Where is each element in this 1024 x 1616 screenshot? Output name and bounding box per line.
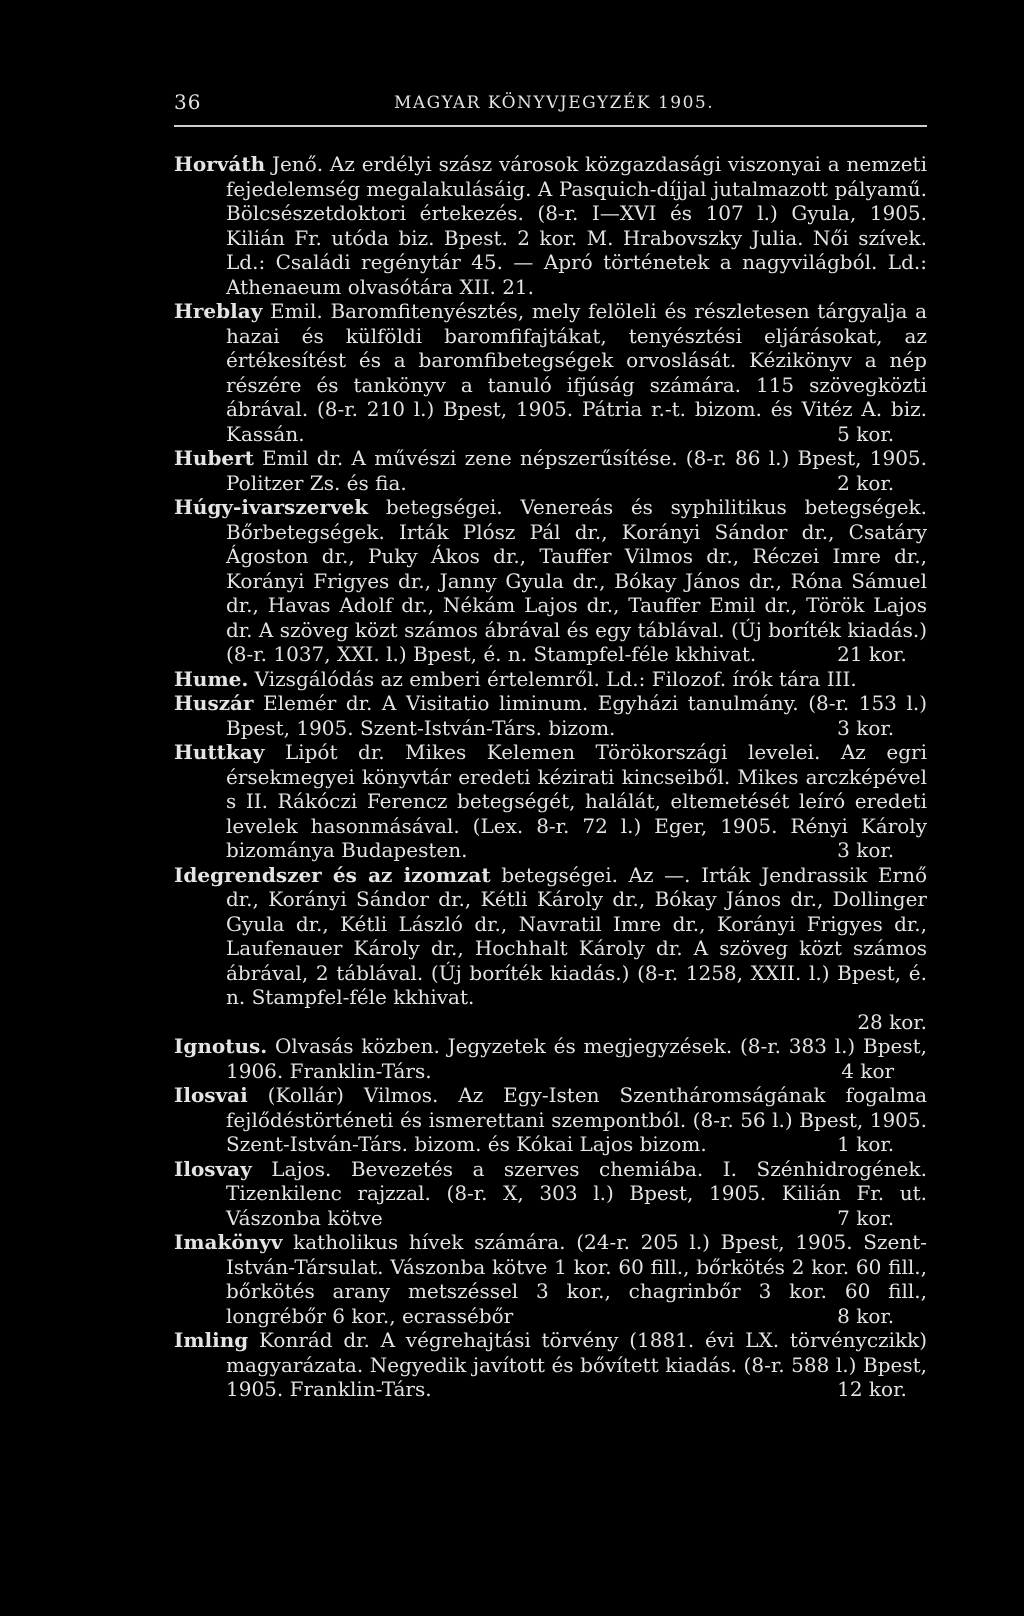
entry-price: 28 kor. — [857, 1009, 927, 1034]
bibliography-entry — [174, 740, 927, 863]
entry-headword: Ignotus. — [174, 1034, 268, 1058]
bibliography-entry — [174, 495, 927, 667]
entry-headword: Huszár — [174, 691, 254, 715]
entry-price: 4 kor — [841, 1058, 895, 1083]
entry-text: katholikus hívek számára. (24-r. 205 l.) Bpest, 1905. Szent-István-Társulat. Vászonba kötve 1 kor. 60 fill., bőrkötés 2 kor. 60 fill., bőrkötés arany metszéssel 3 kor., chagrinbőr 3 kor. 60 fill., longrébőr 6 kor., ecrassébőr — [226, 1230, 927, 1328]
bibliography-entry — [174, 691, 927, 740]
entry-headword: Hubert — [174, 446, 254, 470]
entry-text: Vizsgálódás az emberi értelemről. Ld.: Filozof. írók tára III. — [254, 666, 857, 691]
entry-text: Lajos. Bevezetés a szerves chemiába. I. Szénhidrogének. Tizenkilenc rajzzal. (8-r. X, 303 l.) Bpest, 1905. Kilián Fr. ut. Vászonba kötve — [226, 1156, 927, 1230]
entry-headword: Ilosvay — [174, 1156, 252, 1181]
bibliography-entry — [174, 1157, 927, 1231]
entry-headword: Ilosvai — [174, 1083, 248, 1107]
entry-price: 12 kor. — [837, 1377, 907, 1401]
entry-headword: Imling — [174, 1328, 249, 1352]
entry-text: (Kollár) Vilmos. Az Egy-Isten Szentháromságának fogalma fejlődéstörténeti és ismerettani szempontból. (8-r. 56 l.) Bpest, 1905. Szent-István-Társ. bizom. és Kókai Lajos bizom. — [226, 1083, 928, 1156]
entry-text: Emil dr. A művészi zene népszerűsítése. (8-r. 86 l.) Bpest, 1905. Politzer Zs. és fia. — [226, 446, 928, 495]
bibliography-entry — [174, 1034, 927, 1083]
entry-text: betegségei. Az —. Irták Jendrassik Ernő dr., Korányi Sándor dr., Kétli Károly dr., Bókay János dr., Dollinger Gyula dr., Kétli László dr., Navratil Imre dr., Korányi Frigyes dr., Laufenauer Károly dr., Hochhalt Károly dr. A szöveg közt számos ábrával, 2 táblával. (Új boríték kiadás.) (8-r. 1258, XXII. l.) Bpest, é. n. Stampfel-féle kkhivat. — [226, 862, 928, 1009]
bibliography-entry — [174, 152, 927, 299]
entry-text: betegségei. Venereás és syphilitikus betegségek. Bőrbetegségek. Irták Plósz Pál dr., Korányi Sándor dr., Csatáry Ágoston dr., Puky Ákos dr., Tauffer Vilmos dr., Réczei Imre dr., Korányi Frigyes dr., Janny Gyula dr., Bókay János dr., Róna Sámuel dr., Havas Adolf dr., Nékám Lajos dr., Tauffer Emil dr., Török Lajos dr. A szöveg közt számos ábrával és egy táblával. (Új boríték kiadás.) (8-r. 1037, XXI. l.) Bpest, é. n. Stampfel-féle kkhivat. — [226, 495, 928, 666]
entry-text: Konrád dr. A végrehajtási törvény (1881. évi LX. törvényczikk) magyarázata. Negyedik javított és bővített kiadás. (8-r. 588 l.) Bpest, 1905. Franklin-Társ. — [226, 1328, 928, 1401]
bibliography-entry — [174, 446, 927, 495]
entry-text: Jenő. Az erdélyi szász városok közgazdasági viszonyai a nemzeti fejedelemség megalakulásáig. A Pasquich-díjjal jutalmazott pályamű. Bölcsészetdoktori értekezés. (8-r. I—XVI és 107 l.) Gyula, 1905. Kilián Fr. utóda biz. Bpest. 2 kor. M. Hrabovszky Julia. Női szívek. Ld.: Családi regénytár 45. — Apró történetek a nagyvilágból. Ld.: Athenaeum olvasótára XII. 21. — [226, 152, 927, 299]
entry-price: 2 kor. — [837, 470, 895, 495]
entry-headword: Horváth — [174, 152, 266, 176]
entry-price: 8 kor. — [837, 1303, 895, 1328]
entry-price: 1 kor. — [837, 1132, 895, 1156]
header-rule — [174, 125, 927, 127]
bibliography-entry — [174, 299, 927, 446]
bibliography-entry — [174, 667, 927, 692]
entry-text: Elemér dr. A Visitatio liminum. Egyházi tanulmány. (8-r. 153 l.) Bpest, 1905. Szent-István-Társ. bizom. — [226, 691, 928, 740]
entry-headword: Hreblay — [174, 299, 263, 323]
page-header — [174, 90, 927, 126]
entry-price: 3 kor. — [837, 715, 895, 740]
entry-headword: Húgy-ivarszervek — [174, 495, 369, 519]
entry-headword: Imakönyv — [174, 1230, 283, 1254]
running-title: MAGYAR KÖNYVJEGYZÉK 1905. — [394, 93, 715, 113]
entry-headword: Huttkay — [174, 740, 265, 764]
entry-price: 3 kor. — [837, 838, 895, 862]
entry-text: Olvasás közben. Jegyzetek és megjegyzések. (8-r. 383 l.) Bpest, 1906. Franklin-Társ. — [226, 1034, 927, 1083]
bibliography-entry — [174, 863, 927, 1035]
entry-headword: Idegrendszer és az izomzat — [174, 862, 491, 887]
entry-price: 21 kor. — [837, 642, 907, 666]
page-number: 36 — [174, 90, 202, 114]
bibliography-entry — [174, 1083, 927, 1157]
entry-price: 5 kor. — [837, 421, 895, 446]
entry-text: Lipót dr. Mikes Kelemen Törökországi levelei. Az egri érsekmegyei könyvtár eredeti kézirati kincseiből. Mikes arczképével s II. Rákóczi Ferencz betegségét, halálát, eltemetését leíró eredeti levelek hasonmásával. (Lex. 8-r. 72 l.) Eger, 1905. Rényi Károly bizománya Budapesten. — [226, 740, 928, 862]
bibliography-entry — [174, 1328, 927, 1402]
entry-text: Emil. Baromfitenyésztés, mely felöleli és részletesen tárgyalja a hazai és külföldi baromfifajtákat, tenyésztési eljárásokat, az értékesítést és a baromfibetegségek orvoslását. Kézikönyv a nép részére és tankönyv a tanuló ifjúság számára. 115 szövegközti ábrával. (8-r. 210 l.) Bpest, 1905. Pátria r.-t. bizom. és Vitéz A. biz. Kassán. — [226, 299, 928, 446]
bibliography-entries — [174, 152, 927, 1402]
bibliography-entry — [174, 1230, 927, 1328]
entry-price: 7 kor. — [837, 1205, 895, 1230]
entry-headword: Hume. — [174, 666, 249, 691]
